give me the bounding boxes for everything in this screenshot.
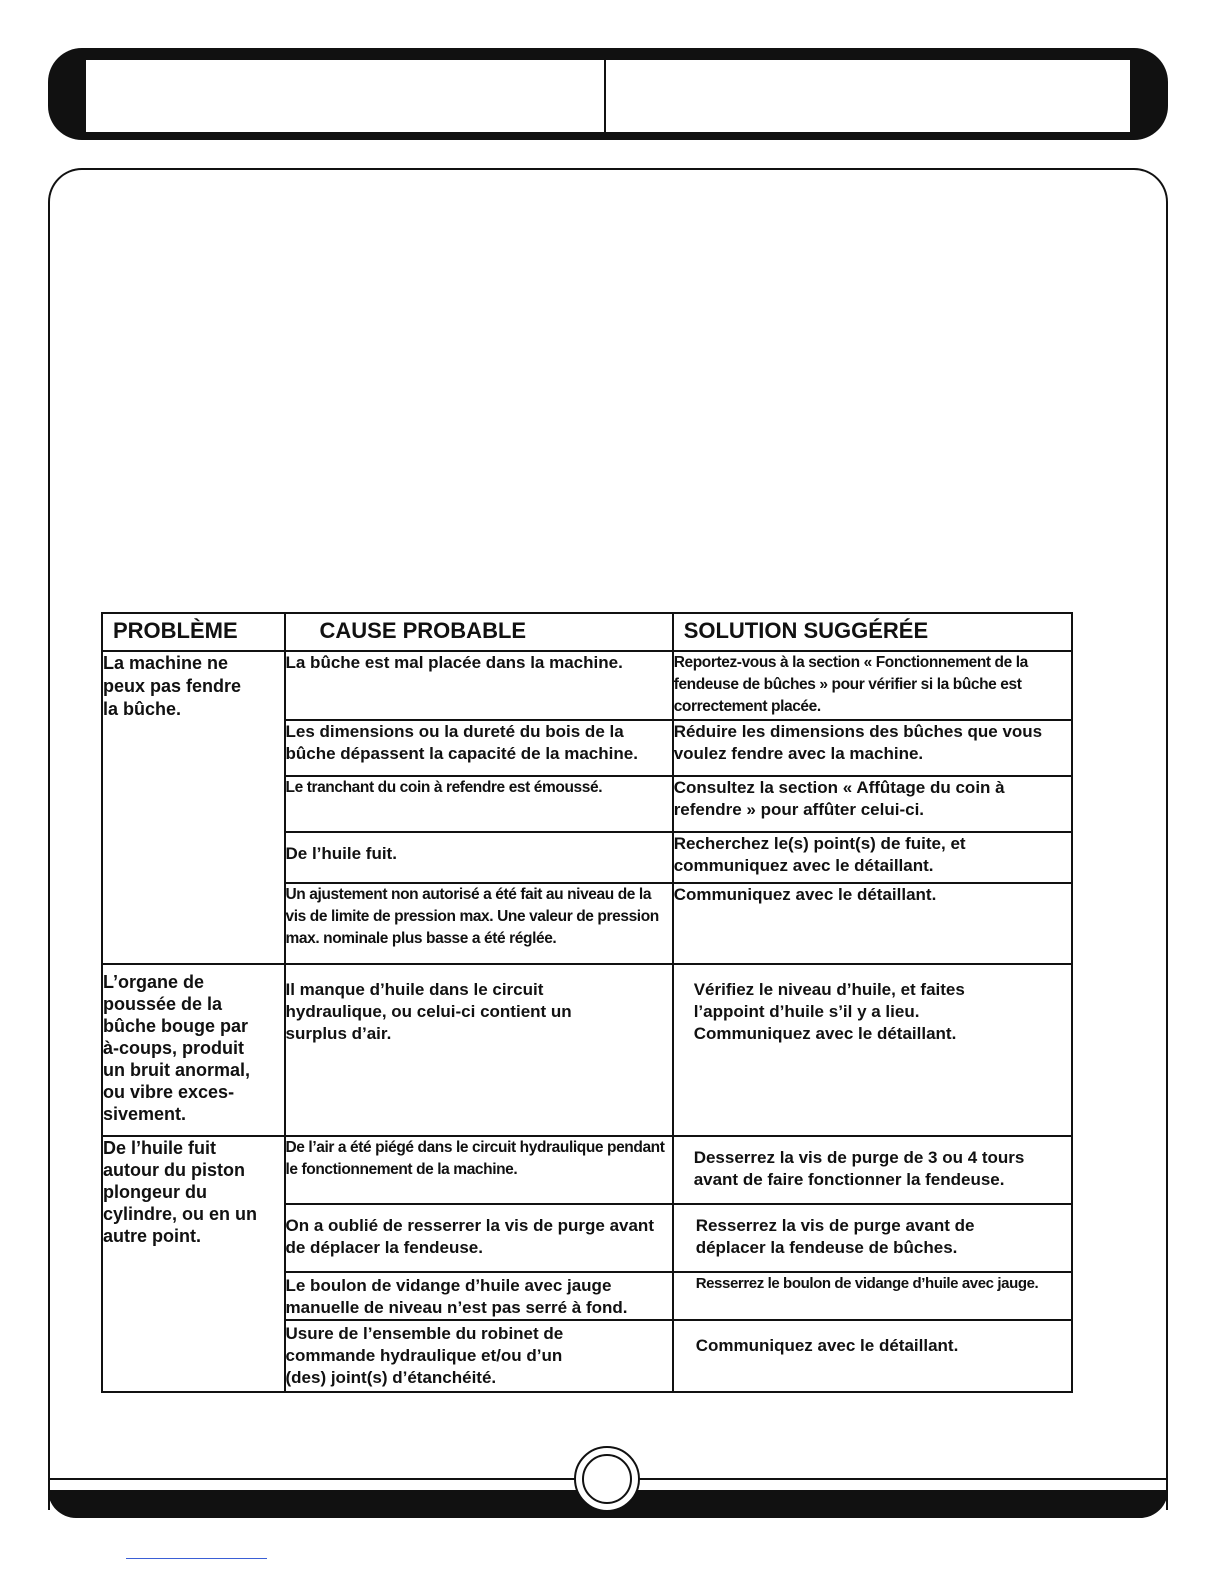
- solution-cell: [673, 883, 1072, 964]
- cause-text: De l’huile fuit.: [285, 844, 397, 863]
- solution-cell: [673, 832, 1072, 883]
- problem-text: La machine ne peux pas fendre la bûche.: [103, 653, 242, 719]
- cause-text: Usure de l’ensemble du robinet de commande hydraulique et/ou d’un (des) joint(s) d’étanchéité.: [285, 1324, 564, 1387]
- cause-text: Il manque d’huile dans le circuit hydraulique, ou celui-ci contient un surplus d’air.: [285, 980, 572, 1043]
- footer-link-underline: [126, 1558, 267, 1559]
- solution-text: Communiquez avec le détaillant.: [673, 885, 937, 904]
- solution-text: Reportez-vous à la section « Fonctionnement de la fendeuse de bûches » pour vérifier si la bûche est correctement placée.: [673, 654, 1028, 715]
- problem-text: De l’huile fuit autour du piston plongeur du cylindre, ou en un autre point.: [103, 1138, 258, 1246]
- cause-text: On a oublié de resserrer la vis de purge avant de déplacer la fendeuse.: [285, 1216, 654, 1257]
- header-title-area: [86, 58, 1130, 134]
- solution-cell: [673, 1204, 1072, 1272]
- problem-cell: [102, 964, 285, 1136]
- cause-cell: [285, 720, 673, 776]
- cause-text: Un ajustement non autorisé a été fait au niveau de la vis de limite de pression max. Une valeur de pression max. nominale plus basse a été réglée.: [285, 886, 659, 947]
- table-row: [102, 1136, 1072, 1204]
- solution-text: Recherchez le(s) point(s) de fuite, et communiquez avec le détaillant.: [673, 834, 966, 875]
- cause-cell: [285, 964, 673, 1136]
- solution-cell: [673, 1320, 1072, 1392]
- cause-cell: [285, 883, 673, 964]
- cause-cell: [285, 1320, 673, 1392]
- header-problem: PROBLÈME: [102, 613, 285, 651]
- cause-text: Le boulon de vidange d’huile avec jauge manuelle de niveau n’est pas serré à fond.: [285, 1276, 628, 1317]
- solution-cell: [673, 1136, 1072, 1204]
- solution-cell: [673, 1272, 1072, 1320]
- cause-text: La bûche est mal placée dans la machine.: [285, 653, 623, 672]
- cause-cell: [285, 832, 673, 883]
- solution-cell: [673, 776, 1072, 832]
- header-solution: SOLUTION SUGGÉRÉE: [673, 613, 1072, 651]
- problem-cell: [102, 651, 285, 964]
- solution-text: Desserrez la vis de purge de 3 ou 4 tours avant de faire fonctionner la fendeuse.: [693, 1148, 1025, 1189]
- solution-text: Resserrez la vis de purge avant de déplacer la fendeuse de bûches.: [695, 1216, 975, 1257]
- header-cause: CAUSE PROBABLE: [285, 613, 673, 651]
- solution-text: Resserrez le boulon de vidange d’huile avec jauge.: [695, 1275, 1039, 1292]
- cause-cell: [285, 1272, 673, 1320]
- page-number-badge-inner: [582, 1454, 632, 1504]
- solution-text: Communiquez avec le détaillant.: [695, 1336, 959, 1355]
- troubleshooting-table: [101, 612, 1073, 1393]
- table-header-row: [102, 613, 1072, 651]
- cause-cell: [285, 651, 673, 720]
- solution-cell: [673, 720, 1072, 776]
- problem-text: L’organe de poussée de la bûche bouge par à-coups, produit un bruit anormal, ou vibre exces- sivement.: [103, 972, 251, 1124]
- solution-text: Vérifiez le niveau d’huile, et faites l’appoint d’huile s’il y a lieu. Communiquez avec le détaillant.: [693, 980, 965, 1043]
- table-row: [102, 651, 1072, 720]
- cause-cell: [285, 1136, 673, 1204]
- cause-text: De l’air a été piégé dans le circuit hydraulique pendant le fonctionnement de la machine.: [285, 1139, 665, 1178]
- cause-cell: [285, 776, 673, 832]
- solution-text: Réduire les dimensions des bûches que vous voulez fendre avec la machine.: [673, 722, 1043, 763]
- cause-cell: [285, 1204, 673, 1272]
- problem-cell: [102, 1136, 285, 1392]
- cause-text: Le tranchant du coin à refendre est émoussé.: [285, 779, 603, 796]
- cause-text: Les dimensions ou la dureté du bois de la bûche dépassent la capacité de la machine.: [285, 722, 638, 763]
- table-row: [102, 964, 1072, 1136]
- solution-cell: [673, 964, 1072, 1136]
- solution-cell: [673, 651, 1072, 720]
- solution-text: Consultez la section « Affûtage du coin à refendre » pour affûter celui-ci.: [673, 778, 1005, 819]
- header-divider: [604, 48, 606, 140]
